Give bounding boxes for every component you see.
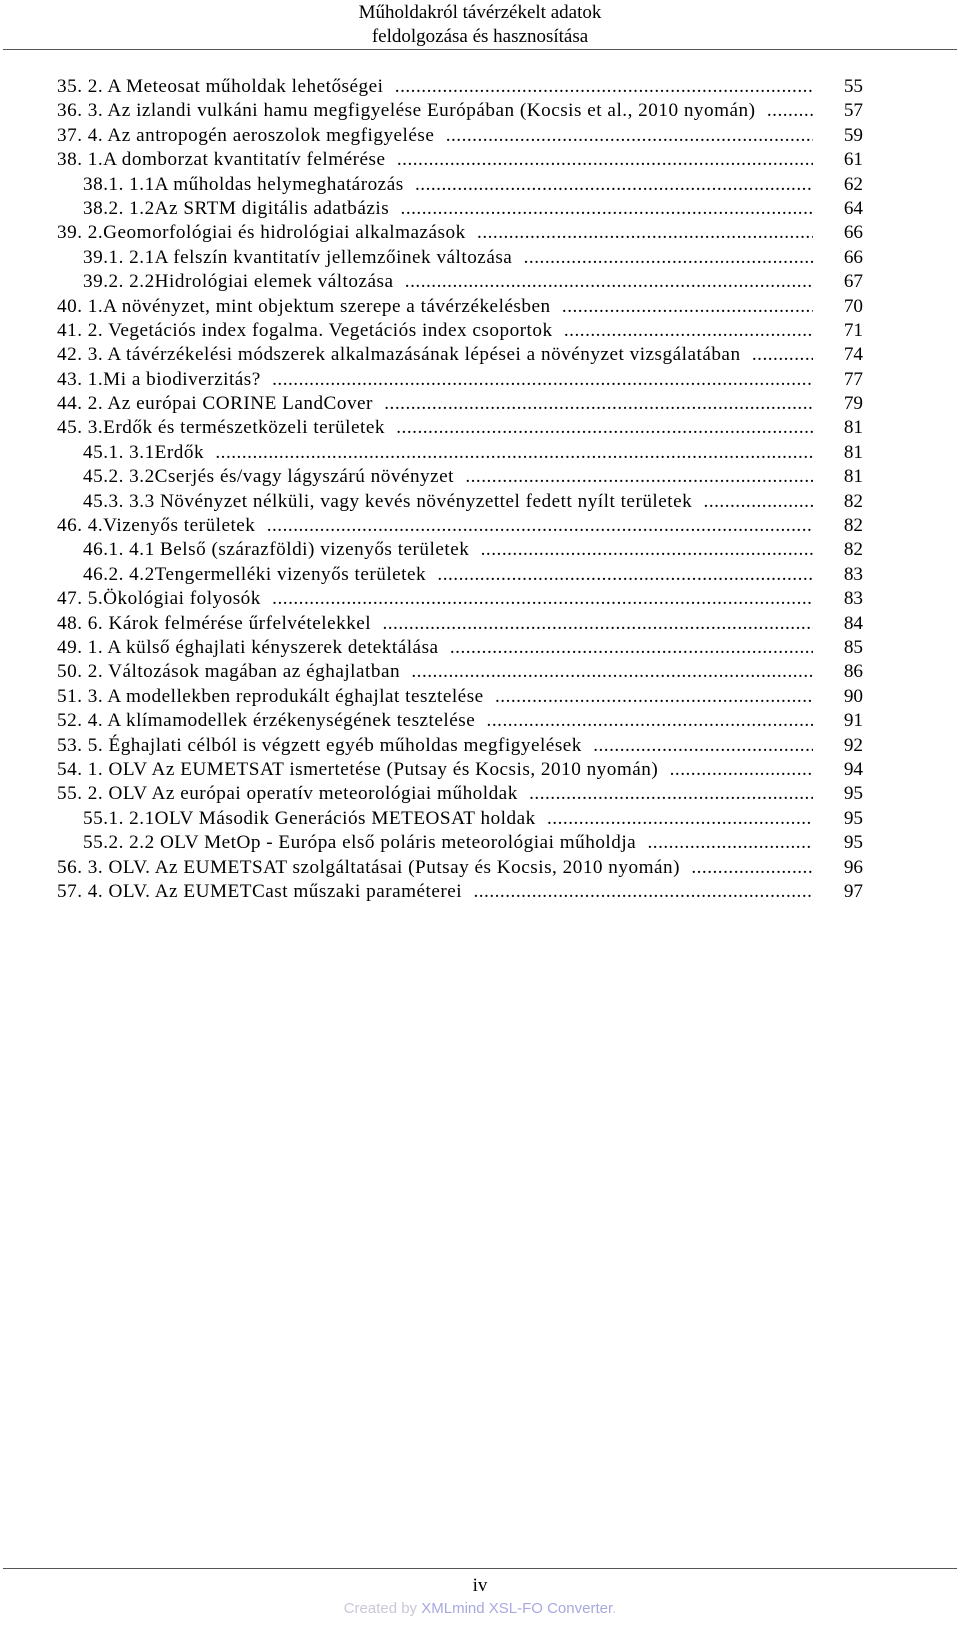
toc-entry-label: 46.1. 4.1 Belső (szárazföldi) vizenyős területek bbox=[83, 539, 475, 560]
toc-entry-label: 43. 1.Mi a biodiverzitás? bbox=[57, 369, 267, 390]
toc-entry[interactable] bbox=[57, 563, 863, 587]
toc-entry-label: 37. 4. Az antropogén aeroszolok megfigyelése bbox=[57, 125, 440, 146]
header-title-line2: feldolgozása és hasznosítása bbox=[371, 26, 589, 47]
toc-entry-label: 45.1. 3.1Erdők bbox=[83, 442, 210, 463]
toc-dot-leader bbox=[57, 124, 813, 148]
toc-entry[interactable] bbox=[57, 319, 863, 343]
toc-entry-page: 96 bbox=[819, 856, 863, 880]
toc-entry-label: 36. 3. Az izlandi vulkáni hamu megfigyelése Európában (Kocsis et al., 2010 nyomán) bbox=[57, 100, 762, 121]
toc-entry[interactable] bbox=[57, 587, 863, 611]
toc-dot-leader bbox=[57, 831, 813, 855]
toc-entry[interactable] bbox=[57, 831, 863, 855]
toc-entry[interactable] bbox=[57, 197, 863, 221]
toc-entry-page: 95 bbox=[819, 782, 863, 806]
toc-entry[interactable] bbox=[57, 636, 863, 660]
toc-dot-leader bbox=[57, 319, 813, 343]
toc-entry-page: 77 bbox=[819, 368, 863, 392]
toc-dot-leader bbox=[57, 514, 813, 538]
toc-entry-page: 71 bbox=[819, 319, 863, 343]
toc-entry[interactable] bbox=[57, 490, 863, 514]
toc-entry-label: 55.1. 2.1OLV Második Generációs METEOSAT holdak bbox=[83, 808, 542, 829]
toc-entry-label: 50. 2. Változások magában az éghajlatban bbox=[57, 661, 406, 682]
toc-entry-label: 56. 3. OLV. Az EUMETSAT szolgáltatásai (Putsay és Kocsis, 2010 nyomán) bbox=[57, 857, 686, 878]
toc-entry[interactable] bbox=[57, 856, 863, 880]
toc-entry-page: 83 bbox=[819, 563, 863, 587]
toc-entry-page: 92 bbox=[819, 734, 863, 758]
toc-dot-leader bbox=[57, 246, 813, 270]
toc-entry[interactable] bbox=[57, 685, 863, 709]
toc-dot-leader bbox=[57, 75, 813, 99]
toc-entry[interactable] bbox=[57, 99, 863, 123]
toc-dot-leader bbox=[57, 173, 813, 197]
toc-dot-leader bbox=[57, 856, 813, 880]
toc-entry[interactable] bbox=[57, 416, 863, 440]
toc-entry[interactable] bbox=[57, 465, 863, 489]
toc-dot-leader bbox=[57, 807, 813, 831]
toc-entry-page: 91 bbox=[819, 709, 863, 733]
toc-entry[interactable] bbox=[57, 782, 863, 806]
toc-dot-leader bbox=[57, 441, 813, 465]
toc-entry[interactable] bbox=[57, 612, 863, 636]
toc-entry-label: 52. 4. A klímamodellek érzékenységének tesztelése bbox=[57, 710, 481, 731]
toc-entry-page: 90 bbox=[819, 685, 863, 709]
toc-entry-label: 49. 1. A külső éghajlati kényszerek detektálása bbox=[57, 637, 445, 658]
toc-entry-page: 57 bbox=[819, 99, 863, 123]
header-divider bbox=[3, 49, 957, 50]
toc-dot-leader bbox=[57, 148, 813, 172]
toc-entry[interactable] bbox=[57, 441, 863, 465]
toc-entry-label: 46.2. 4.2Tengermelléki vizenyős területek bbox=[83, 564, 432, 585]
toc-entry-page: 94 bbox=[819, 758, 863, 782]
credit-suffix: . bbox=[612, 1600, 617, 1617]
toc-entry-label: 45.2. 3.2Cserjés és/vagy lágyszárú növényzet bbox=[83, 466, 460, 487]
toc-entry-label: 45.3. 3.3 Növényzet nélküli, vagy kevés növényzettel fedett nyílt területek bbox=[83, 491, 698, 512]
toc-entry-page: 79 bbox=[819, 392, 863, 416]
toc-entry-label: 35. 2. A Meteosat műholdak lehetőségei bbox=[57, 76, 389, 97]
toc-entry-label: 41. 2. Vegetációs index fogalma. Vegetációs index csoportok bbox=[57, 320, 559, 341]
toc-entry-page: 67 bbox=[819, 270, 863, 294]
toc-dot-leader bbox=[57, 99, 813, 123]
toc-entry-page: 81 bbox=[819, 465, 863, 489]
toc-dot-leader bbox=[57, 392, 813, 416]
toc-entry-label: 53. 5. Éghajlati célból is végzett egyéb műholdas megfigyelések bbox=[57, 735, 588, 756]
toc-entry-label: 51. 3. A modellekben reprodukált éghajlat tesztelése bbox=[57, 686, 490, 707]
table-of-contents bbox=[57, 75, 863, 904]
toc-entry-label: 38. 1.A domborzat kvantitatív felmérése bbox=[57, 149, 392, 170]
toc-dot-leader bbox=[57, 587, 813, 611]
toc-entry[interactable] bbox=[57, 295, 863, 319]
toc-entry-page: 81 bbox=[819, 416, 863, 440]
converter-credit bbox=[0, 1599, 960, 1619]
toc-entry-label: 45. 3.Erdők és természetközeli területek bbox=[57, 417, 391, 438]
credit-prefix: Created by bbox=[343, 1600, 422, 1617]
toc-dot-leader bbox=[57, 782, 813, 806]
toc-dot-leader bbox=[57, 758, 813, 782]
toc-entry-page: 55 bbox=[819, 75, 863, 99]
toc-dot-leader bbox=[57, 709, 813, 733]
credit-brand-link[interactable]: XMLmind XSL-FO Converter bbox=[421, 1600, 613, 1617]
toc-entry[interactable] bbox=[57, 709, 863, 733]
footer-divider bbox=[3, 1568, 957, 1569]
toc-entry-page: 83 bbox=[819, 587, 863, 611]
toc-entry[interactable] bbox=[57, 124, 863, 148]
toc-entry-page: 81 bbox=[819, 441, 863, 465]
toc-entry[interactable] bbox=[57, 734, 863, 758]
toc-entry-page: 95 bbox=[819, 807, 863, 831]
toc-entry-label: 38.2. 1.2Az SRTM digitális adatbázis bbox=[83, 198, 395, 219]
toc-entry[interactable] bbox=[57, 514, 863, 538]
toc-entry[interactable] bbox=[57, 173, 863, 197]
toc-entry-label: 42. 3. A távérzékelési módszerek alkalmazásának lépései a növényzet vizsgálatában bbox=[57, 344, 747, 365]
toc-entry[interactable] bbox=[57, 758, 863, 782]
toc-entry-label: 46. 4.Vizenyős területek bbox=[57, 515, 261, 536]
toc-entry-label: 40. 1.A növényzet, mint objektum szerepe a távérzékelésben bbox=[57, 296, 557, 317]
toc-entry-label: 38.1. 1.1A műholdas helymeghatározás bbox=[83, 174, 410, 195]
toc-entry-label: 39.2. 2.2Hidrológiai elemek változása bbox=[83, 271, 400, 292]
toc-entry-page: 97 bbox=[819, 880, 863, 904]
toc-entry-label: 57. 4. OLV. Az EUMETCast műszaki paraméterei bbox=[57, 881, 468, 902]
toc-entry-page: 70 bbox=[819, 295, 863, 319]
page-number: iv bbox=[472, 1575, 488, 1596]
header-title-line1: Műholdakról távérzékelt adatok bbox=[358, 2, 602, 23]
toc-entry-label: 39. 2.Geomorfológiai és hidrológiai alkalmazások bbox=[57, 222, 472, 243]
toc-entry[interactable] bbox=[57, 148, 863, 172]
toc-entry-page: 62 bbox=[819, 173, 863, 197]
toc-entry-label: 47. 5.Ökológiai folyosók bbox=[57, 588, 267, 609]
toc-entry-label: 55.2. 2.2 OLV MetOp - Európa első poláris meteorológiai műholdja bbox=[83, 832, 642, 853]
toc-entry-page: 82 bbox=[819, 490, 863, 514]
toc-dot-leader bbox=[57, 270, 813, 294]
toc-entry-page: 82 bbox=[819, 538, 863, 562]
toc-dot-leader bbox=[57, 538, 813, 562]
toc-entry-label: 55. 2. OLV Az európai operatív meteorológiai műholdak bbox=[57, 783, 524, 804]
toc-entry-label: 39.1. 2.1A felszín kvantitatív jellemzőinek változása bbox=[83, 247, 518, 268]
toc-entry-page: 59 bbox=[819, 124, 863, 148]
toc-entry[interactable] bbox=[57, 392, 863, 416]
toc-entry-page: 86 bbox=[819, 660, 863, 684]
toc-entry[interactable] bbox=[57, 880, 863, 904]
toc-entry-page: 64 bbox=[819, 197, 863, 221]
toc-entry[interactable] bbox=[57, 368, 863, 392]
toc-dot-leader bbox=[57, 880, 813, 904]
toc-entry[interactable] bbox=[57, 75, 863, 99]
toc-entry-page: 85 bbox=[819, 636, 863, 660]
toc-entry-label: 54. 1. OLV Az EUMETSAT ismertetése (Putsay és Kocsis, 2010 nyomán) bbox=[57, 759, 664, 780]
toc-entry-page: 82 bbox=[819, 514, 863, 538]
toc-entry[interactable] bbox=[57, 343, 863, 367]
toc-entry[interactable] bbox=[57, 538, 863, 562]
toc-dot-leader bbox=[57, 416, 813, 440]
toc-entry-page: 84 bbox=[819, 612, 863, 636]
toc-entry-page: 74 bbox=[819, 343, 863, 367]
toc-entry-label: 44. 2. Az európai CORINE LandCover bbox=[57, 393, 379, 414]
toc-entry[interactable] bbox=[57, 246, 863, 270]
toc-entry-page: 95 bbox=[819, 831, 863, 855]
toc-entry[interactable] bbox=[57, 221, 863, 245]
toc-dot-leader bbox=[57, 563, 813, 587]
toc-dot-leader bbox=[57, 465, 813, 489]
toc-entry[interactable] bbox=[57, 270, 863, 294]
toc-entry[interactable] bbox=[57, 660, 863, 684]
toc-entry-label: 48. 6. Károk felmérése űrfelvételekkel bbox=[57, 613, 377, 634]
toc-dot-leader bbox=[57, 660, 813, 684]
toc-dot-leader bbox=[57, 490, 813, 514]
toc-dot-leader bbox=[57, 368, 813, 392]
toc-dot-leader bbox=[57, 636, 813, 660]
toc-dot-leader bbox=[57, 221, 813, 245]
toc-dot-leader bbox=[57, 295, 813, 319]
toc-dot-leader bbox=[57, 197, 813, 221]
toc-dot-leader bbox=[57, 685, 813, 709]
toc-entry-page: 61 bbox=[819, 148, 863, 172]
toc-entry-page: 66 bbox=[819, 246, 863, 270]
toc-entry-page: 66 bbox=[819, 221, 863, 245]
toc-dot-leader bbox=[57, 612, 813, 636]
toc-dot-leader bbox=[57, 734, 813, 758]
toc-entry[interactable] bbox=[57, 807, 863, 831]
toc-dot-leader bbox=[57, 343, 813, 367]
